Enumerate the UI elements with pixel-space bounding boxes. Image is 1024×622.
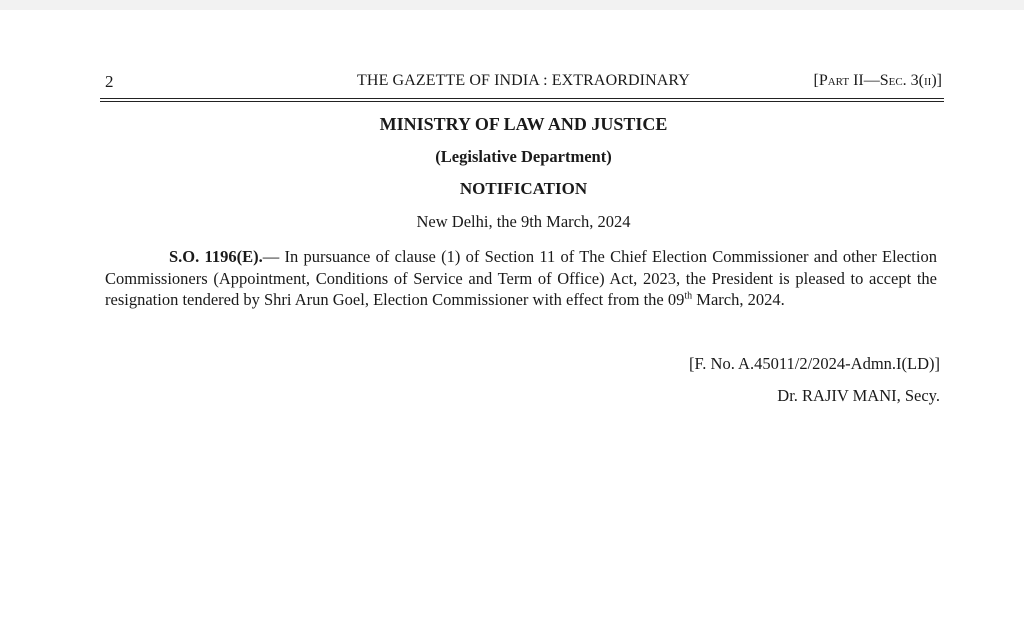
ordinal-superscript: th (684, 290, 693, 302)
signatory: Dr. RAJIV MANI, Secy. (777, 386, 940, 405)
body-text-end: March, 2024. (692, 290, 785, 309)
notification-body (105, 246, 937, 311)
header-rule-top (100, 98, 944, 99)
gazette-title: THE GAZETTE OF INDIA : EXTRAORDINARY (357, 72, 690, 89)
order-number: S.O. 1196(E). (169, 247, 263, 266)
body-text-main: — In pursuance of clause (1) of Section 11 of The Chief Election Commissioner and other Election Commissioners (Appointment, Conditions of Service and Term of Office) Act, 2023, the President is pleased to accept the resignation tendered by Shri Arun Goel, Election Commissioner with effect from the 09 (105, 247, 937, 309)
header-rule-bottom (100, 101, 944, 102)
notification-heading: NOTIFICATION (459, 179, 588, 198)
file-number: [F. No. A.45011/2/2024-Admn.I(LD)] (688, 354, 940, 373)
page-number: 2 (105, 72, 114, 91)
department-heading: (Legislative Department) (435, 147, 612, 166)
ministry-heading: MINISTRY OF LAW AND JUSTICE (379, 114, 668, 134)
page-header (105, 72, 942, 94)
part-section: [Part II—Sec. 3(ii)] (813, 72, 942, 89)
dateline: New Delhi, the 9th March, 2024 (416, 212, 631, 231)
gazette-page (0, 10, 1024, 622)
